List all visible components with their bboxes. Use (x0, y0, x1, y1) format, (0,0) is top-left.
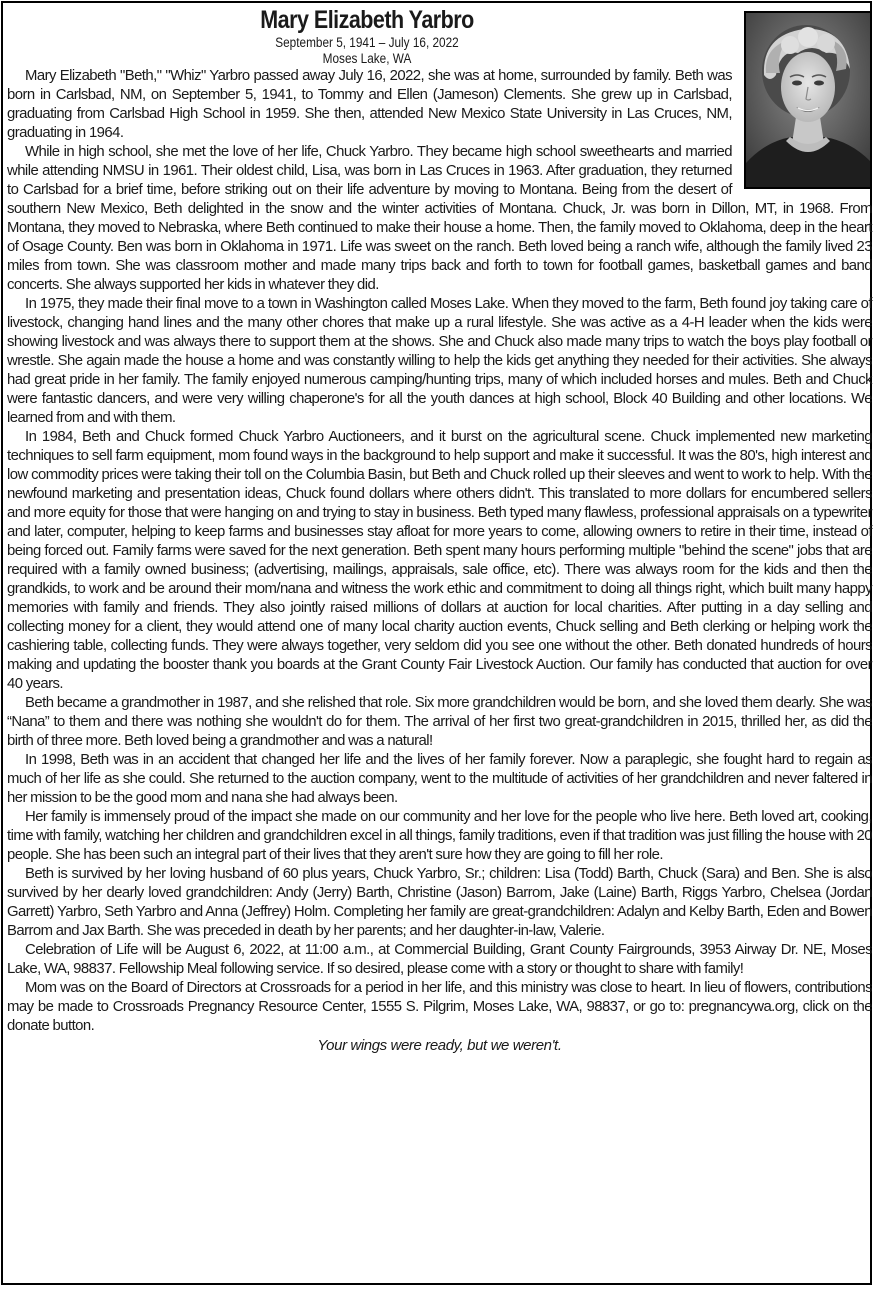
portrait-photo (744, 11, 872, 189)
paragraph: While in high school, she met the love of her life, Chuck Yarbro. They became high school sweethearts and married while attending NMSU in 1961. Their oldest child, Lisa, was born in Las Cruces in 1963. After graduation, they returned to Carlsbad for a brief time, before striking out on their life adventure by moving to Montana. Being from the desert of southern New Mexico, Beth delighted in the snow and the winter activities of Montana. Chuck, Jr. was born in Dillon, MT, in 1968. From Montana, they moved to Nebraska, where Beth continued to make their house a home. Then, the family moved to Oklahoma, deep in the heart of Osage County. Ben was born in Oklahoma in 1971. Life was sweet on the ranch. Beth loved being a ranch wife, although the family lived 23 miles from town. She was classroom mother and made many trips back and forth to town for football games, basketball games and band concerts. She always supported her kids in whatever they did. (7, 144, 872, 293)
location: Moses Lake, WA (322, 51, 412, 66)
paragraph: Beth became a grandmother in 1987, and she relished that role. Six more grandchildren would be born, and she loved them dearly. She was “Nana” to them and there was nothing she wouldn't do for them. The arrival of her first two great-grandchildren in 2015, thrilled her, as did the birth of three more. Beth loved being a grandmother and was a natural! (7, 695, 872, 749)
paragraph: Mary Elizabeth "Beth," "Whiz" Yarbro passed away July 16, 2022, she was at home, surrounded by family. Beth was born in Carlsbad, NM, on September 5, 1941, to Tommy and Ellen (Jameson) Clements. She grew up in Carlsbad, graduating from Carlsbad High School in 1959. She then, attended New Mexico State University in Las Cruces, NM, graduating in 1964. (7, 68, 732, 141)
paragraph: Celebration of Life will be August 6, 2022, at 11:00 a.m., at Commercial Building, Grant County Fairgrounds, 3953 Airway Dr. NE, Moses Lake, WA, 98837. Fellowship Meal following service. If so desired, please come with a story or thought to share with family! (7, 942, 872, 977)
obituary-content (7, 6, 872, 1055)
obituary-body (7, 67, 872, 1036)
paragraph: In 1998, Beth was in an accident that changed her life and the lives of her family forever. Now a paraplegic, she fought hard to regain as much of her life as she could. She returned to the auction company, went to the multitude of activities of her grandchildren and never faltered in her mission to be the good mom and nana she had always been. (7, 752, 872, 806)
deceased-name: Mary Elizabeth Yarbro (260, 6, 474, 34)
paragraph: Mom was on the Board of Directors at Crossroads for a period in her life, and this ministry was close to heart. In lieu of flowers, contributions may be made to Crossroads Pregnancy Resource Center, 1555 S. Pilgrim, Moses Lake, WA, 98837, or go to: pregnancywa.org, click on the donate button. (7, 980, 872, 1034)
paragraph: Her family is immensely proud of the impact she made on our community and her love for the people who live here. Beth loved art, cooking, time with family, watching her children and grandchildren excel in all things, family traditions, even if that tradition was just filling the house with 20 people. She has been such an integral part of their lives that they aren't sure how they are going to fill her role. (7, 809, 872, 863)
paragraph: In 1975, they made their final move to a town in Washington called Moses Lake. When they moved to the farm, Beth found joy taking care of livestock, changing hand lines and the many other chores that make up a rural lifestyle. She was active as a 4-H leader when the kids were showing livestock and was always there to support them at the shows. She and Chuck also made many trips to watch the boys play football or wrestle. She again made the house a home and was constantly willing to help the kids get anything they needed for their activities. She always had great pride in her family. The family enjoyed numerous camping/hunting trips, many of which included horses and mules. Beth and Chuck were fantastic dancers, and were very willing chaperone's for all the youth dances at high school, Block 40 Building and other locations. We learned from and with them. (7, 296, 872, 426)
portrait-illustration (746, 13, 870, 187)
paragraph: Beth is survived by her loving husband of 60 plus years, Chuck Yarbro, Sr.; children: Lisa (Todd) Barth, Chuck (Sara) and Ben. She is also survived by her dearly loved grandchildren: Andy (Jerry) Barth, Christine (Jason) Barrom, Jake (Laine) Barth, Riggs Yarbro, Chelsea (Jordan Garrett) Yarbro, Seth Yarbro and Anna (Jeffrey) Holm. Completing her family are great-grandchildren: Adalyn and Kelby Barth, Eden and Bowen Barrom and Jax Barth. She was preceded in death by her parents; and her daughter-in-law, Valerie. (7, 866, 872, 939)
life-dates: September 5, 1941 – July 16, 2022 (275, 35, 459, 50)
closing-line: Your wings were ready, but we weren't. (317, 1037, 562, 1054)
paragraph: In 1984, Beth and Chuck formed Chuck Yarbro Auctioneers, and it burst on the agricultural scene. Chuck implemented new marketing techniques to sell farm equipment, mom found ways in the background to help support and make it successful. It was the 80's, high interest and low commodity prices were taking their toll on the Columbia Basin, but Beth and Chuck rolled up their sleeves and went to work to help. With the newfound marketing and presentation ideas, Chuck found dollars where others didn't. This translated to more dollars for encumbered sellers and more equity for those that were hanging on and trying to stay in business. Beth typed many flawless, professional appraisals on a typewriter and later, computer, helping to keep farms and businesses stay afloat for more years to come, allowing owners to retire in their time, instead of being forced out. Family farms were saved for the next generation. Beth spent many hours performing multiple "behind the scene" jobs that are required with a family owned business; (advertising, mailings, appraisals, sale office, etc). There was always room for the kids and then the grandkids, to work and be around their mom/nana and witness the work ethic and commitment to doing all things right, which built many happy memories with family and friends. They also jointly raised millions of dollars at auction for local charities. After putting in a day selling and collecting money for a client, they would attend one of many local charity auction events, Chuck selling and Beth clerking or helping work the cashiering table, collecting funds. They were always together, very seldom did you see one without the other. Beth donated hundreds of hours making and updating the booster thank you boards at the Grant County Fair Livestock Auction. Our family has conducted that auction for over 40 years. (7, 429, 872, 692)
obituary-frame (1, 1, 872, 1285)
